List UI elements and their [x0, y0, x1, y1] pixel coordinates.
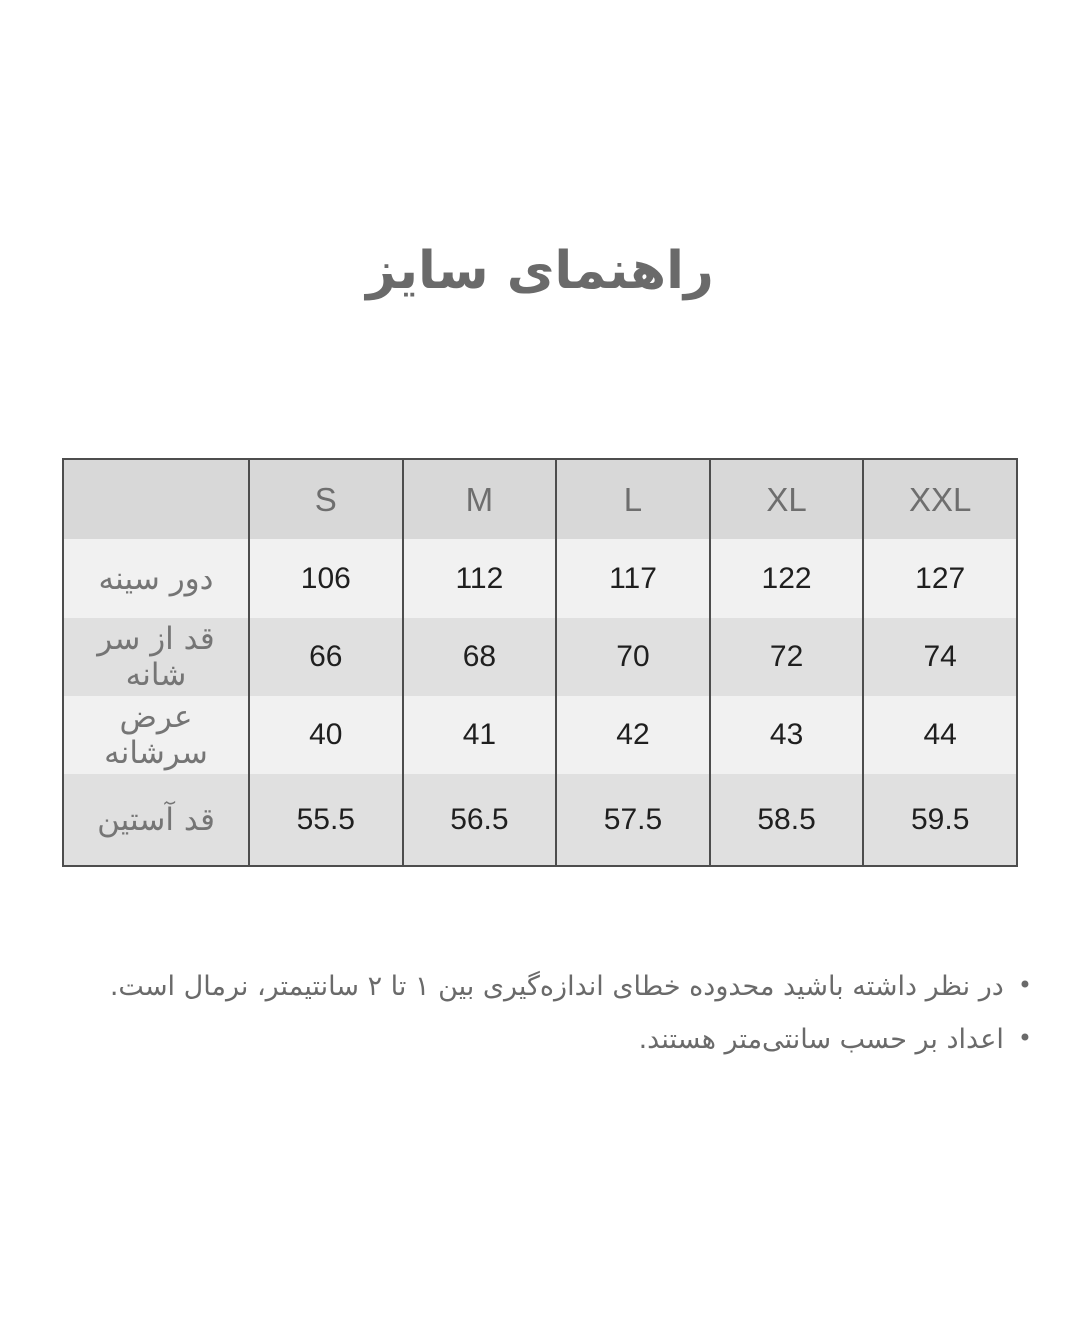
note-text: در نظر داشته باشید محدوده خطای اندازه‌گیری بین ۱ تا ۲ سانتیمتر، نرمال است.: [109, 971, 1004, 1002]
row-label-sleeve-length: قد آستین: [63, 774, 249, 866]
value-cell: 72: [710, 618, 864, 696]
value-cell: 57.5: [556, 774, 710, 866]
row-label-shoulder-length: قد از سر شانه: [63, 618, 249, 696]
column-header-l: L: [556, 459, 710, 539]
page-title: راهنمای سایز: [366, 241, 714, 301]
value-cell: 40: [249, 696, 403, 774]
value-cell: 43: [710, 696, 864, 774]
value-cell: 42: [556, 696, 710, 774]
corner-cell: [63, 459, 249, 539]
value-cell: 74: [863, 618, 1017, 696]
value-cell: 58.5: [710, 774, 864, 866]
table-row-sleeve-length: [63, 774, 1017, 866]
value-cell: 127: [863, 539, 1017, 618]
value-cell: 112: [403, 539, 557, 618]
note-item-measurement-error: [62, 968, 1032, 1004]
value-cell: 56.5: [403, 774, 557, 866]
table-header-row: [63, 459, 1017, 539]
value-cell: 106: [249, 539, 403, 618]
notes-section: [62, 968, 1032, 1074]
value-cell: 117: [556, 539, 710, 618]
value-cell: 41: [403, 696, 557, 774]
value-cell: 55.5: [249, 774, 403, 866]
value-cell: 122: [710, 539, 864, 618]
row-label-chest: دور سینه: [63, 539, 249, 618]
column-header-s: S: [249, 459, 403, 539]
column-header-xxl: XXL: [863, 459, 1017, 539]
table-row-chest: [63, 539, 1017, 618]
bullet-icon: •: [1017, 971, 1032, 999]
value-cell: 44: [863, 696, 1017, 774]
row-label-shoulder-width: عرض سرشانه: [63, 696, 249, 774]
table-row-shoulder-width: [63, 696, 1017, 774]
note-item-unit: [62, 1021, 1032, 1057]
value-cell: 70: [556, 618, 710, 696]
note-text: اعداد بر حسب سانتی‌متر هستند.: [638, 1024, 1004, 1055]
table-row-shoulder-length: [63, 618, 1017, 696]
value-cell: 68: [403, 618, 557, 696]
value-cell: 66: [249, 618, 403, 696]
value-cell: 59.5: [863, 774, 1017, 866]
bullet-icon: •: [1017, 1024, 1032, 1052]
column-header-xl: XL: [710, 459, 864, 539]
size-guide-table: [62, 458, 1018, 867]
column-header-m: M: [403, 459, 557, 539]
